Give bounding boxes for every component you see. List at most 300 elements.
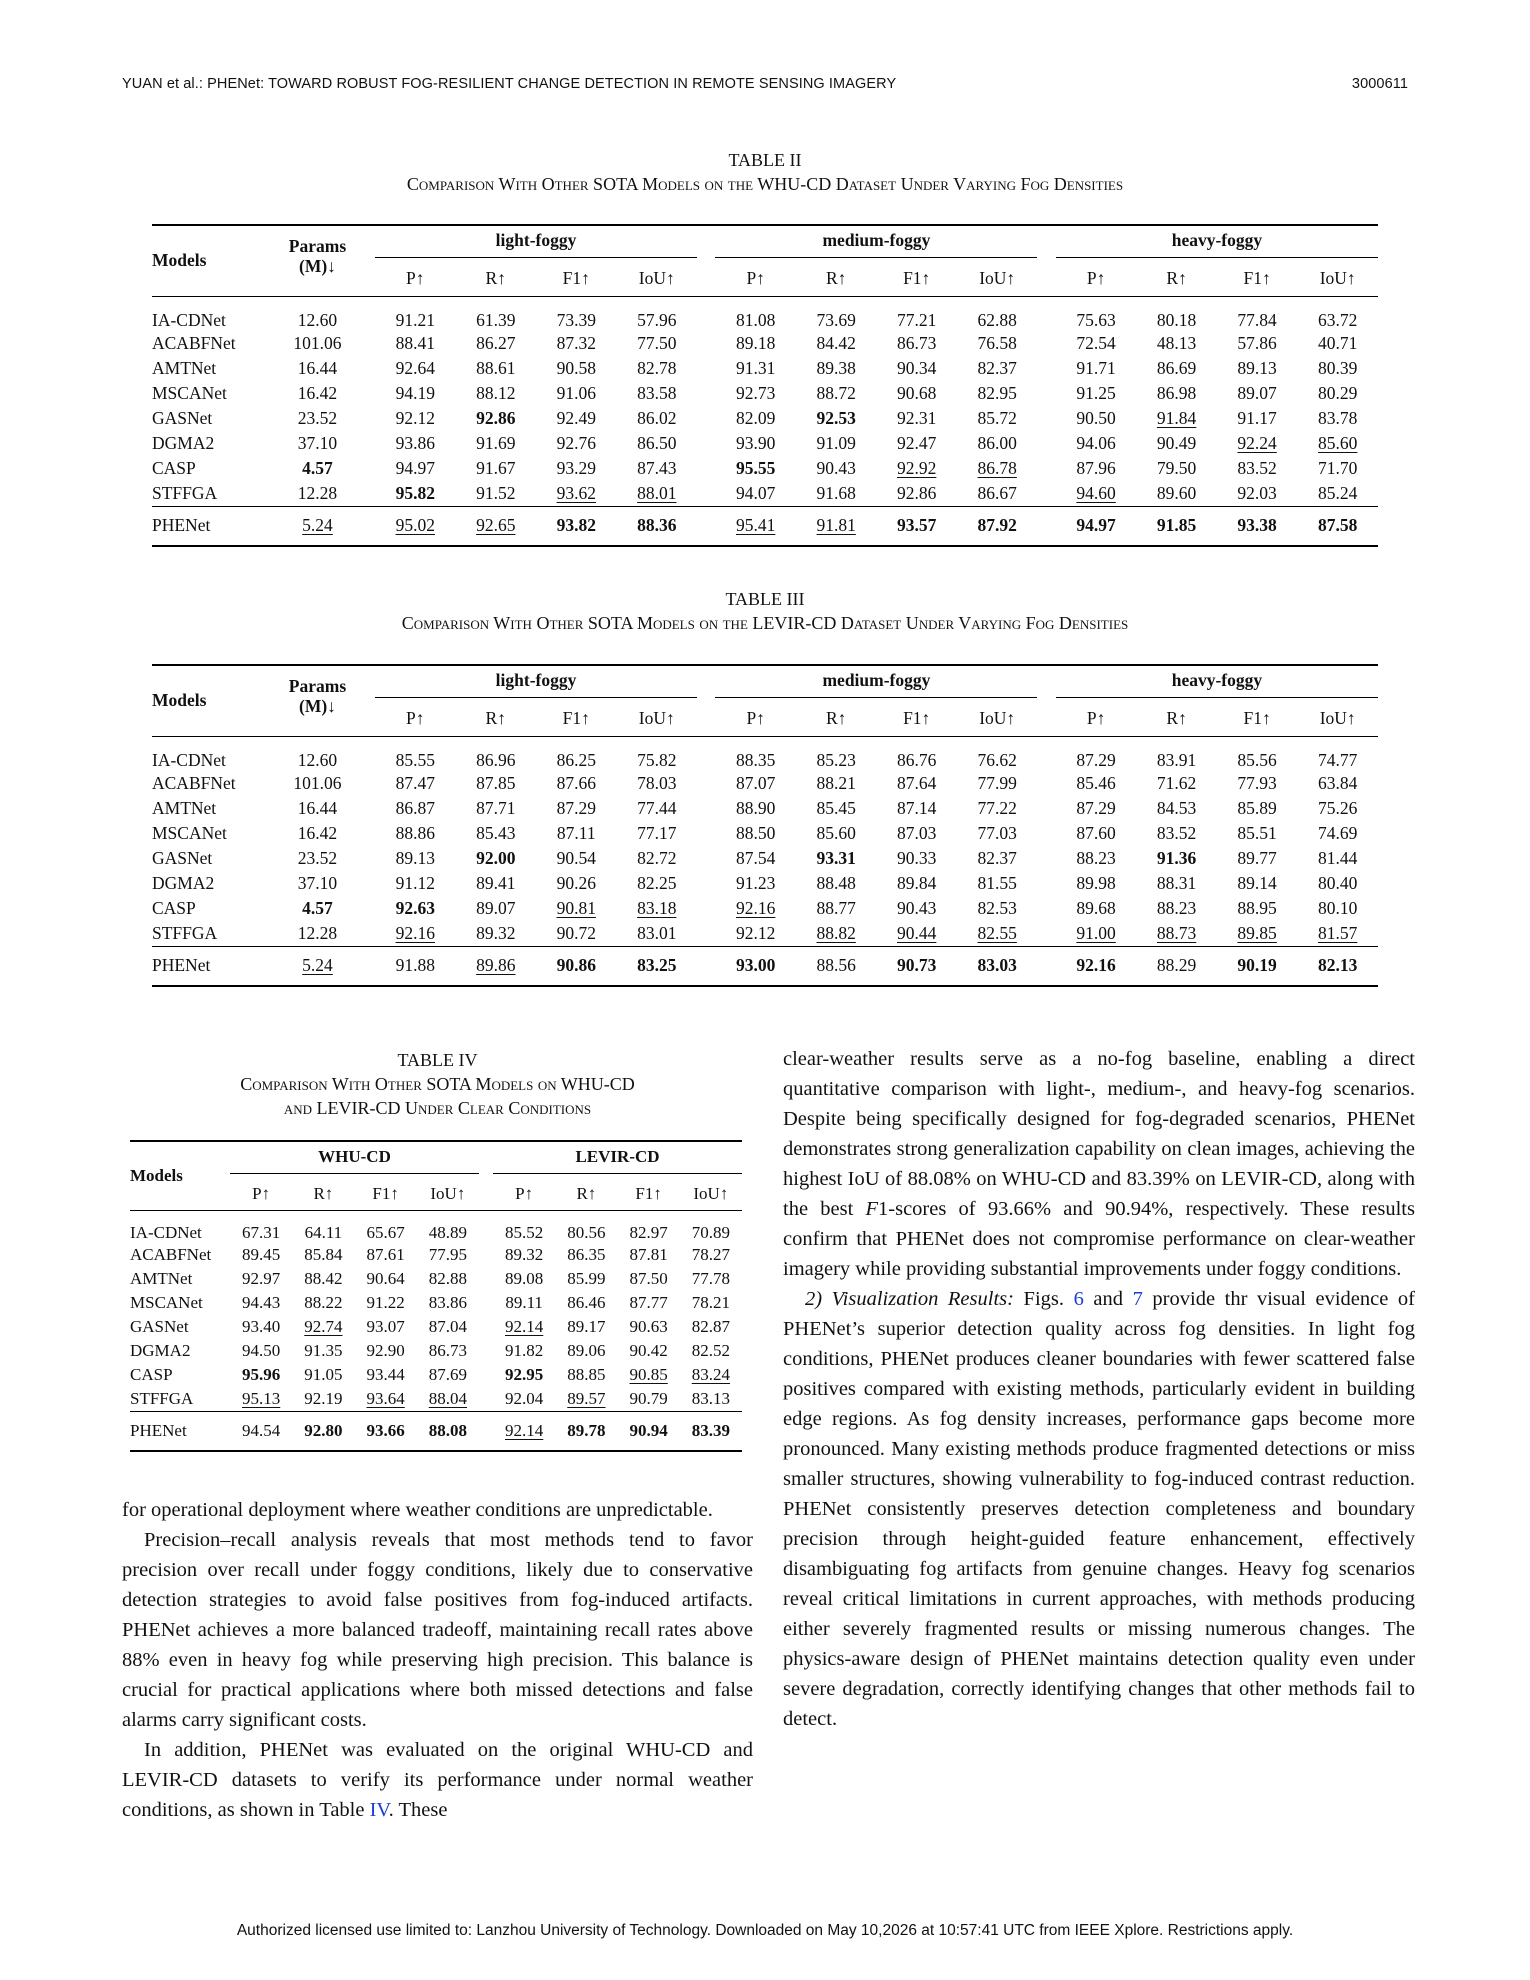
metric-value: 83.24 bbox=[691, 1364, 730, 1384]
metric-value: 86.96 bbox=[456, 736, 537, 771]
metric-value: 92.14 bbox=[493, 1411, 555, 1451]
group-gap bbox=[697, 736, 715, 771]
metric-value: 87.50 bbox=[629, 1268, 668, 1288]
metric-value: 88.73 bbox=[1156, 922, 1197, 943]
metric-value: 89.68 bbox=[1076, 897, 1116, 918]
left-paragraph-1: for operational deployment where weather conditions are unpredictable. bbox=[122, 1499, 713, 1521]
metric-header: IoU↑ bbox=[1319, 268, 1356, 289]
metric-value: 88.50 bbox=[736, 822, 776, 843]
metric-value: 92.04 bbox=[505, 1388, 544, 1408]
metric-value: 78.03 bbox=[637, 772, 677, 793]
model-name: MSCANet bbox=[130, 1292, 203, 1312]
params-value: 101.06 bbox=[293, 772, 342, 793]
table2 bbox=[152, 224, 1378, 547]
metric-value: 87.92 bbox=[957, 506, 1038, 546]
params-value: 12.60 bbox=[260, 736, 375, 771]
metric-value: 94.07 bbox=[736, 482, 776, 503]
metric-value: 94.43 bbox=[242, 1292, 281, 1312]
metric-value: 77.44 bbox=[637, 797, 677, 818]
metric-value: 92.92 bbox=[897, 457, 937, 478]
metric-value: 90.43 bbox=[816, 457, 856, 478]
metric-value: 89.85 bbox=[1237, 922, 1277, 943]
metric-value: 85.89 bbox=[1237, 797, 1277, 818]
table-row bbox=[152, 736, 1378, 771]
model-name: AMTNet bbox=[152, 797, 217, 818]
metric-header: F1↑ bbox=[635, 1183, 662, 1203]
metric-value: 90.86 bbox=[536, 946, 617, 986]
table-row bbox=[152, 871, 1378, 896]
metric-value: 93.64 bbox=[366, 1388, 405, 1408]
model-name: PHENet bbox=[130, 1411, 230, 1451]
metric-value: 95.41 bbox=[715, 506, 796, 546]
metric-value: 81.08 bbox=[715, 296, 796, 331]
metric-header: IoU↑ bbox=[693, 1183, 729, 1203]
metric-value: 82.53 bbox=[977, 897, 1017, 918]
metric-value: 85.84 bbox=[304, 1244, 343, 1264]
metric-value: 77.17 bbox=[637, 822, 677, 843]
group-gap bbox=[697, 846, 715, 871]
metric-value: 92.97 bbox=[242, 1268, 281, 1288]
metric-value: 83.03 bbox=[957, 946, 1038, 986]
group-gap bbox=[1037, 506, 1055, 546]
group-header bbox=[1056, 665, 1378, 702]
table-iv-link[interactable]: IV bbox=[369, 1799, 389, 1821]
metric-value: 87.29 bbox=[1076, 797, 1116, 818]
model-name: ACABFNet bbox=[152, 332, 236, 353]
metric-value: 91.22 bbox=[366, 1292, 405, 1312]
table-row bbox=[130, 1267, 742, 1291]
metric-value: 90.73 bbox=[876, 946, 957, 986]
table-row bbox=[130, 1339, 742, 1363]
metric-header: F1↑ bbox=[562, 268, 590, 289]
params-value: 23.52 bbox=[297, 847, 338, 868]
params-value: 16.42 bbox=[297, 382, 338, 403]
metric-value: 92.00 bbox=[476, 847, 516, 868]
f1-italic: F bbox=[865, 1198, 879, 1220]
metric-value: 48.89 bbox=[417, 1210, 479, 1243]
metric-value: 88.86 bbox=[395, 822, 435, 843]
metric-value: 82.55 bbox=[977, 922, 1017, 943]
metric-header: R↑ bbox=[485, 268, 506, 289]
metric-value: 90.85 bbox=[629, 1364, 668, 1384]
params-header bbox=[260, 665, 375, 736]
license-footer: Authorized licensed use limited to: Lanzhou University of Technology. Downloaded on May 10,2026 at 10:57:41 UTC from IEEE Xplore. Restrictions apply. bbox=[236, 1922, 1294, 1939]
table-row bbox=[130, 1291, 742, 1315]
params-value: 37.10 bbox=[297, 432, 338, 453]
metric-header: F1↑ bbox=[372, 1183, 399, 1203]
metric-value: 93.57 bbox=[876, 506, 957, 546]
group-gap bbox=[1037, 356, 1055, 381]
table-row bbox=[130, 1210, 742, 1243]
metric-value: 91.00 bbox=[1076, 922, 1116, 943]
metric-header: P↑ bbox=[1086, 268, 1106, 289]
metric-value: 83.25 bbox=[617, 946, 698, 986]
metric-value: 93.00 bbox=[715, 946, 796, 986]
table4-label: TABLE IV bbox=[397, 1050, 478, 1070]
model-name: AMTNet bbox=[152, 357, 217, 378]
metric-value: 90.68 bbox=[897, 382, 937, 403]
metric-value: 91.25 bbox=[1076, 382, 1116, 403]
proposed-model-row bbox=[130, 1411, 742, 1451]
group-gap bbox=[1037, 702, 1055, 736]
params-value: 5.24 bbox=[260, 946, 375, 986]
metric-value: 91.88 bbox=[375, 946, 456, 986]
group-gap bbox=[479, 1291, 493, 1315]
subsection-heading: 2) Visualization Results: bbox=[805, 1288, 1014, 1310]
table2-title: Comparison With Other SOTA Models on the WHU-CD Dataset Under Varying Fog Densities bbox=[406, 174, 1124, 194]
model-name: GASNet bbox=[152, 847, 213, 868]
metric-value: 86.69 bbox=[1156, 357, 1197, 378]
metric-value: 86.78 bbox=[977, 457, 1017, 478]
group-gap bbox=[1037, 736, 1055, 771]
metric-value: 92.03 bbox=[1237, 482, 1277, 503]
table3-caption bbox=[122, 587, 1408, 635]
metric-value: 87.81 bbox=[629, 1244, 668, 1264]
params-value: 12.60 bbox=[260, 296, 375, 331]
metric-value: 63.84 bbox=[1317, 772, 1358, 793]
metric-value: 88.21 bbox=[816, 772, 856, 793]
metric-value: 92.12 bbox=[736, 922, 776, 943]
table4-caption bbox=[122, 1048, 753, 1120]
left-column bbox=[122, 1495, 753, 1825]
metric-value: 91.12 bbox=[395, 872, 435, 893]
group-label: light-foggy bbox=[375, 230, 697, 258]
header-row bbox=[130, 1141, 742, 1178]
metric-header: P↑ bbox=[1086, 708, 1106, 729]
metric-value: 75.63 bbox=[1056, 296, 1137, 331]
metric-value: 87.29 bbox=[1056, 736, 1137, 771]
metric-value: 92.14 bbox=[505, 1316, 544, 1336]
metric-value: 74.77 bbox=[1297, 736, 1378, 771]
metric-value: 94.60 bbox=[1076, 482, 1116, 503]
header-row bbox=[152, 665, 1378, 702]
metric-value: 91.09 bbox=[816, 432, 856, 453]
table-row bbox=[152, 821, 1378, 846]
metric-value: 92.63 bbox=[395, 897, 435, 918]
group-gap bbox=[1037, 846, 1055, 871]
metric-value: 90.63 bbox=[629, 1316, 668, 1336]
group-gap bbox=[479, 1411, 493, 1451]
params-label: Params bbox=[288, 675, 347, 696]
right-paragraph-1-text: clear-weather results serve as a no-fog baseline, enabling a direct quantitative comparison with light-, medium-, and heavy-fog scenarios. Despite being specifically designed for fog-degraded scenarios, PHENet demonstrates strong generalization capability on clean images, achieving the highest IoU of 88.08% on WHU-CD and 83.39% on LEVIR-CD, along with the best bbox=[783, 1048, 1415, 1220]
metric-value: 92.16 bbox=[736, 897, 776, 918]
metric-value: 94.19 bbox=[395, 382, 435, 403]
metric-value: 83.78 bbox=[1317, 407, 1358, 428]
params-value: 12.28 bbox=[297, 922, 338, 943]
metric-value: 86.50 bbox=[637, 432, 677, 453]
metric-header: F1↑ bbox=[903, 268, 931, 289]
metric-value: 88.48 bbox=[816, 872, 856, 893]
metric-value: 82.37 bbox=[977, 847, 1017, 868]
model-name: DGMA2 bbox=[152, 872, 215, 893]
metric-value: 83.18 bbox=[637, 897, 677, 918]
metric-value: 89.57 bbox=[567, 1388, 606, 1408]
model-name: PHENet bbox=[152, 506, 260, 546]
table-row bbox=[152, 356, 1378, 381]
figure-6-link[interactable]: 6 bbox=[1073, 1288, 1084, 1310]
metric-value: 88.77 bbox=[816, 897, 856, 918]
metric-header: R↑ bbox=[313, 1183, 334, 1203]
metric-value: 89.14 bbox=[1237, 872, 1277, 893]
group-gap bbox=[697, 702, 715, 736]
metric-value: 67.31 bbox=[230, 1210, 292, 1243]
metric-value: 82.25 bbox=[637, 872, 677, 893]
metric-value: 80.40 bbox=[1317, 872, 1358, 893]
group-gap bbox=[697, 921, 715, 947]
metric-value: 88.72 bbox=[816, 382, 856, 403]
group-gap bbox=[479, 1339, 493, 1363]
metric-value: 90.54 bbox=[556, 847, 596, 868]
group-gap bbox=[1037, 456, 1055, 481]
metric-value: 65.67 bbox=[355, 1210, 417, 1243]
metric-value: 90.50 bbox=[1076, 407, 1116, 428]
metric-value: 86.76 bbox=[876, 736, 957, 771]
metric-value: 70.89 bbox=[680, 1210, 742, 1243]
group-gap bbox=[1037, 896, 1055, 921]
group-gap bbox=[479, 1267, 493, 1291]
metric-value: 90.44 bbox=[897, 922, 937, 943]
metric-value: 83.52 bbox=[1237, 457, 1277, 478]
metric-value: 92.47 bbox=[897, 432, 937, 453]
metric-value: 89.78 bbox=[555, 1411, 617, 1451]
group-gap bbox=[479, 1315, 493, 1339]
metric-value: 91.85 bbox=[1136, 506, 1217, 546]
metric-value: 77.95 bbox=[428, 1244, 467, 1264]
metric-value: 91.67 bbox=[476, 457, 516, 478]
model-name: MSCANet bbox=[152, 822, 227, 843]
group-gap bbox=[697, 871, 715, 896]
model-name: AMTNet bbox=[130, 1268, 193, 1288]
page-number: 3000611 bbox=[1351, 76, 1408, 92]
metric-value: 92.86 bbox=[897, 482, 937, 503]
metric-value: 91.69 bbox=[476, 432, 516, 453]
metric-value: 90.43 bbox=[897, 897, 937, 918]
metric-value: 85.56 bbox=[1217, 736, 1298, 771]
model-name: CASP bbox=[152, 457, 196, 478]
metric-value: 85.99 bbox=[567, 1268, 606, 1288]
left-paragraph-3-end: . These bbox=[388, 1799, 448, 1821]
metric-value: 91.84 bbox=[1156, 407, 1197, 428]
metric-value: 77.21 bbox=[876, 296, 957, 331]
metric-value: 78.21 bbox=[691, 1292, 730, 1312]
params-unit: (M)↓ bbox=[299, 695, 336, 716]
group-label: WHU-CD bbox=[230, 1147, 479, 1174]
metric-value: 92.73 bbox=[736, 382, 776, 403]
metric-value: 85.51 bbox=[1237, 822, 1277, 843]
table2-label: TABLE II bbox=[728, 150, 802, 170]
metric-value: 71.70 bbox=[1317, 457, 1358, 478]
metric-value: 87.60 bbox=[1076, 822, 1116, 843]
metric-value: 77.50 bbox=[637, 332, 677, 353]
metric-value: 91.21 bbox=[375, 296, 456, 331]
models-header: Models bbox=[152, 225, 260, 296]
metric-value: 92.90 bbox=[366, 1340, 405, 1360]
metric-value: 48.13 bbox=[1156, 332, 1197, 353]
metric-value: 81.55 bbox=[977, 872, 1017, 893]
metric-value: 85.24 bbox=[1317, 482, 1358, 503]
metric-header: R↑ bbox=[485, 708, 506, 729]
metric-value: 88.95 bbox=[1237, 897, 1277, 918]
metric-header: R↑ bbox=[825, 708, 847, 729]
metric-value: 86.73 bbox=[428, 1340, 467, 1360]
group-header bbox=[715, 665, 1037, 702]
group-gap bbox=[1037, 946, 1055, 986]
group-gap bbox=[697, 896, 715, 921]
model-name: IA-CDNet bbox=[152, 736, 260, 771]
metric-value: 86.87 bbox=[395, 797, 435, 818]
metric-value: 72.54 bbox=[1076, 332, 1116, 353]
group-gap bbox=[697, 796, 715, 821]
metric-value: 91.68 bbox=[816, 482, 856, 503]
model-name: DGMA2 bbox=[130, 1340, 191, 1360]
group-gap bbox=[479, 1210, 493, 1243]
metric-header: R↑ bbox=[825, 268, 847, 289]
group-gap bbox=[1037, 431, 1055, 456]
metric-value: 87.96 bbox=[1076, 457, 1116, 478]
group-gap bbox=[1037, 406, 1055, 431]
metric-value: 85.52 bbox=[493, 1210, 555, 1243]
metric-value: 86.67 bbox=[977, 482, 1017, 503]
table-row bbox=[152, 456, 1378, 481]
params-value: 16.44 bbox=[297, 797, 338, 818]
metric-value: 90.58 bbox=[556, 357, 596, 378]
metric-value: 92.76 bbox=[556, 432, 596, 453]
metric-value: 92.64 bbox=[395, 357, 435, 378]
metric-value: 93.44 bbox=[366, 1364, 405, 1384]
group-gap bbox=[479, 1141, 493, 1178]
table-row bbox=[130, 1243, 742, 1267]
table4-title-line2: and LEVIR-CD Under Clear Conditions bbox=[283, 1098, 592, 1118]
metric-value: 87.66 bbox=[556, 772, 596, 793]
metric-header: F1↑ bbox=[903, 708, 931, 729]
metric-value: 92.74 bbox=[304, 1316, 343, 1336]
metric-value: 90.79 bbox=[629, 1388, 668, 1408]
table4 bbox=[130, 1140, 742, 1452]
metric-header: R↑ bbox=[576, 1183, 597, 1203]
group-header bbox=[715, 225, 1037, 262]
metric-value: 89.13 bbox=[1237, 357, 1277, 378]
group-header bbox=[230, 1141, 479, 1178]
metric-value: 93.62 bbox=[556, 482, 596, 503]
metric-value: 89.06 bbox=[567, 1340, 606, 1360]
metric-value: 90.19 bbox=[1217, 946, 1298, 986]
group-label: light-foggy bbox=[375, 670, 697, 698]
metric-value: 91.17 bbox=[1237, 407, 1277, 428]
metric-value: 81.44 bbox=[1317, 847, 1358, 868]
metric-value: 95.02 bbox=[375, 506, 456, 546]
metric-value: 93.66 bbox=[355, 1411, 417, 1451]
metric-value: 89.07 bbox=[476, 897, 516, 918]
metric-value: 92.80 bbox=[292, 1411, 354, 1451]
metric-value: 83.39 bbox=[680, 1411, 742, 1451]
metric-value: 88.41 bbox=[395, 332, 435, 353]
group-header bbox=[493, 1141, 742, 1178]
metric-header: IoU↑ bbox=[430, 1183, 466, 1203]
metric-value: 87.61 bbox=[366, 1244, 405, 1264]
figure-7-link[interactable]: 7 bbox=[1132, 1288, 1143, 1310]
group-gap bbox=[479, 1178, 493, 1210]
model-name: STFFGA bbox=[152, 922, 218, 943]
model-name: STFFGA bbox=[130, 1388, 194, 1408]
proposed-model-row bbox=[152, 506, 1378, 546]
metric-value: 57.96 bbox=[617, 296, 698, 331]
model-name: CASP bbox=[130, 1364, 173, 1384]
table4-title-line1: Comparison With Other SOTA Models on WHU-CD bbox=[240, 1074, 635, 1094]
right-paragraph-1 bbox=[783, 1044, 1415, 1284]
metric-value: 75.26 bbox=[1317, 797, 1358, 818]
metric-value: 77.78 bbox=[691, 1268, 730, 1288]
metric-value: 90.33 bbox=[897, 847, 937, 868]
metric-value: 86.35 bbox=[567, 1244, 606, 1264]
metric-value: 92.86 bbox=[476, 407, 516, 428]
metric-value: 91.35 bbox=[304, 1340, 343, 1360]
metric-value: 89.11 bbox=[505, 1292, 543, 1312]
metric-header: P↑ bbox=[515, 1183, 534, 1203]
metric-value: 74.69 bbox=[1317, 822, 1358, 843]
metric-value: 85.23 bbox=[796, 736, 877, 771]
metric-value: 61.39 bbox=[456, 296, 537, 331]
metric-value: 89.32 bbox=[476, 922, 516, 943]
metric-value: 85.72 bbox=[977, 407, 1017, 428]
metric-value: 85.45 bbox=[816, 797, 856, 818]
group-gap bbox=[697, 262, 715, 296]
metric-value: 88.23 bbox=[1076, 847, 1116, 868]
metric-value: 88.90 bbox=[736, 797, 776, 818]
metric-value: 83.86 bbox=[428, 1292, 467, 1312]
metric-value: 87.14 bbox=[897, 797, 937, 818]
metric-value: 83.13 bbox=[691, 1388, 730, 1408]
group-gap bbox=[1037, 262, 1055, 296]
metric-value: 86.73 bbox=[897, 332, 937, 353]
group-gap bbox=[697, 431, 715, 456]
group-label: medium-foggy bbox=[715, 670, 1037, 698]
model-name: DGMA2 bbox=[152, 432, 215, 453]
metric-value: 87.07 bbox=[736, 772, 776, 793]
metric-value: 91.82 bbox=[505, 1340, 544, 1360]
metric-value: 88.36 bbox=[617, 506, 698, 546]
metric-value: 82.52 bbox=[691, 1340, 730, 1360]
group-gap bbox=[697, 356, 715, 381]
group-label: heavy-foggy bbox=[1056, 670, 1378, 698]
metric-value: 92.65 bbox=[456, 506, 537, 546]
metric-value: 81.57 bbox=[1317, 922, 1358, 943]
right-paragraph-2 bbox=[783, 1284, 1415, 1734]
table-row bbox=[130, 1387, 742, 1412]
metric-value: 75.82 bbox=[617, 736, 698, 771]
group-gap bbox=[1037, 381, 1055, 406]
table2-caption bbox=[122, 148, 1408, 196]
metric-value: 80.18 bbox=[1136, 296, 1217, 331]
metric-value: 89.45 bbox=[242, 1244, 281, 1264]
metric-value: 87.29 bbox=[556, 797, 596, 818]
metric-value: 94.97 bbox=[1056, 506, 1137, 546]
group-gap bbox=[1037, 871, 1055, 896]
group-gap bbox=[697, 481, 715, 507]
metric-header: IoU↑ bbox=[638, 268, 675, 289]
table-row bbox=[152, 846, 1378, 871]
metric-value: 77.22 bbox=[977, 797, 1017, 818]
metric-value: 82.72 bbox=[637, 847, 677, 868]
metric-value: 92.95 bbox=[505, 1364, 544, 1384]
right-column bbox=[783, 1044, 1415, 1734]
header-row bbox=[152, 225, 1378, 262]
metric-value: 82.13 bbox=[1297, 946, 1378, 986]
metric-header: P↑ bbox=[746, 708, 765, 729]
metric-value: 85.60 bbox=[1317, 432, 1358, 453]
metric-value: 93.38 bbox=[1217, 506, 1298, 546]
metric-value: 78.27 bbox=[691, 1244, 730, 1264]
metric-value: 82.37 bbox=[977, 357, 1017, 378]
